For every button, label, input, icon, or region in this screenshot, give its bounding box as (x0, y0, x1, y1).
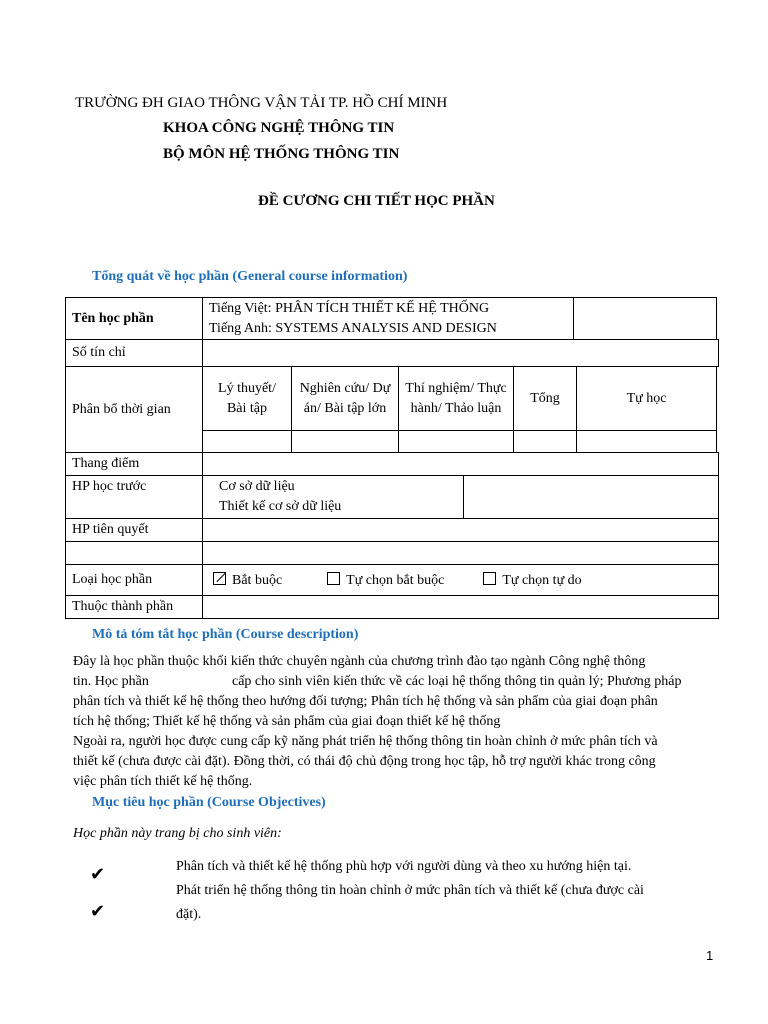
course-name-label: Tên học phần (66, 298, 203, 340)
credits-value (203, 340, 719, 367)
description-line-2b: cấp cho sinh viên kiến thức về các loại hệ thống thông tin quản lý; Phương pháp (232, 674, 682, 689)
type-option-free-elective[interactable]: Tự chọn tự do (483, 573, 581, 588)
course-info-table (65, 452, 719, 619)
description-line-7: việc phân tích thiết kế hệ thống. (73, 774, 253, 789)
time-label: Phân bổ thời gian (66, 367, 203, 453)
type-option-required[interactable]: Bắt buộc (213, 573, 282, 588)
course-name-en: Tiếng Anh: SYSTEMS ANALYSIS AND DESIGN (209, 320, 497, 336)
prior-value (203, 476, 464, 519)
part-of-label: Thuộc thành phần (66, 596, 203, 619)
prereq-label: HP tiên quyết (66, 519, 203, 542)
credits-label: Số tín chỉ (66, 340, 203, 367)
objectives-intro: Học phần này trang bị cho sinh viên: (73, 826, 282, 841)
blank-value (203, 542, 719, 565)
checkbox-icon[interactable] (483, 572, 496, 585)
description-line-1: Đây là học phần thuộc khối kiến thức chuyên ngành của chương trình đào tạo ngành Công nghệ thông (73, 654, 646, 669)
prior-course-2: Thiết kế cơ sở dữ liệu (219, 499, 342, 514)
description-line-2a: tin. Học phần (73, 674, 149, 689)
page-number: 1 (706, 948, 714, 963)
section-objectives-heading: Mục tiêu học phần (Course Objectives) (92, 795, 326, 810)
grading-value (203, 453, 719, 476)
checkbox-icon[interactable] (327, 572, 340, 585)
time-total-value (514, 431, 577, 453)
prior-label: HP học trước (66, 476, 203, 519)
time-table (65, 366, 717, 453)
time-theory: Lý thuyết/ Bài tập (203, 367, 292, 431)
description-line-5: Ngoài ra, người học được cung cấp kỹ năng phát triển hệ thống thông tin hoàn chỉnh ở mức phân tích và (73, 734, 658, 749)
checkmark-icon: ✔ (90, 901, 106, 922)
prereq-value (203, 519, 719, 542)
blank-label (66, 542, 203, 565)
time-lab-value (399, 431, 514, 453)
description-line-3: phân tích và thiết kế hệ thống theo hướng đối tượng; Phân tích hệ thống và sản phẩm của giai đoạn phân (73, 694, 658, 709)
course-name-extra (574, 298, 717, 340)
course-name-value (203, 298, 574, 340)
time-self-study-value (577, 431, 717, 453)
section-general-heading: Tổng quát về học phần (General course information) (92, 269, 408, 284)
type-option-elective-required[interactable]: Tự chọn bắt buộc (327, 573, 444, 588)
time-lab: Thí nghiệm/ Thực hành/ Thảo luận (399, 367, 514, 431)
checkmark-icon: ✔ (90, 864, 106, 885)
department-name: BỘ MÔN HỆ THỐNG THÔNG TIN (163, 146, 400, 162)
section-description-heading: Mô tả tóm tắt học phần (Course description) (92, 627, 359, 642)
course-name-vi: Tiếng Việt: PHÂN TÍCH THIẾT KẾ HỆ THỐNG (209, 300, 490, 316)
course-name-table (65, 297, 717, 340)
prior-course-1: Cơ sở dữ liệu (219, 479, 295, 494)
university-name: TRƯỜNG ĐH GIAO THÔNG VẬN TẢI TP. HỒ CHÍ MINH (75, 95, 448, 111)
time-research-value (292, 431, 399, 453)
grading-label: Thang điểm (66, 453, 203, 476)
objective-item-2a: Phát triển hệ thống thông tin hoàn chỉnh ở mức phân tích và thiết kế (chưa được cài (176, 883, 644, 898)
credits-table (65, 339, 719, 367)
objective-item-2b: đặt). (176, 907, 202, 922)
checked-box-icon[interactable] (213, 572, 226, 585)
document-title: ĐỀ CƯƠNG CHI TIẾT HỌC PHẦN (258, 193, 495, 209)
time-total: Tổng (514, 367, 577, 431)
description-line-4: tích hệ thống; Thiết kế hệ thống và sản phẩm của giai đoạn thiết kế hệ thống (73, 714, 501, 729)
type-options (203, 565, 719, 596)
faculty-name: KHOA CÔNG NGHỆ THÔNG TIN (163, 120, 395, 136)
objective-item-1: Phân tích và thiết kế hệ thống phù hợp với người dùng và theo xu hướng hiện tại. (176, 859, 632, 874)
prior-extra (464, 476, 719, 519)
part-of-value (203, 596, 719, 619)
time-self-study: Tự học (577, 367, 717, 431)
type-label: Loại học phần (66, 565, 203, 596)
time-theory-value (203, 431, 292, 453)
time-research: Nghiên cứu/ Dự án/ Bài tập lớn (292, 367, 399, 431)
description-line-6: thiết kế (chưa được cài đặt). Đồng thời, có thái độ chủ động trong học tập, hỗ trợ người khác trong công (73, 754, 656, 769)
